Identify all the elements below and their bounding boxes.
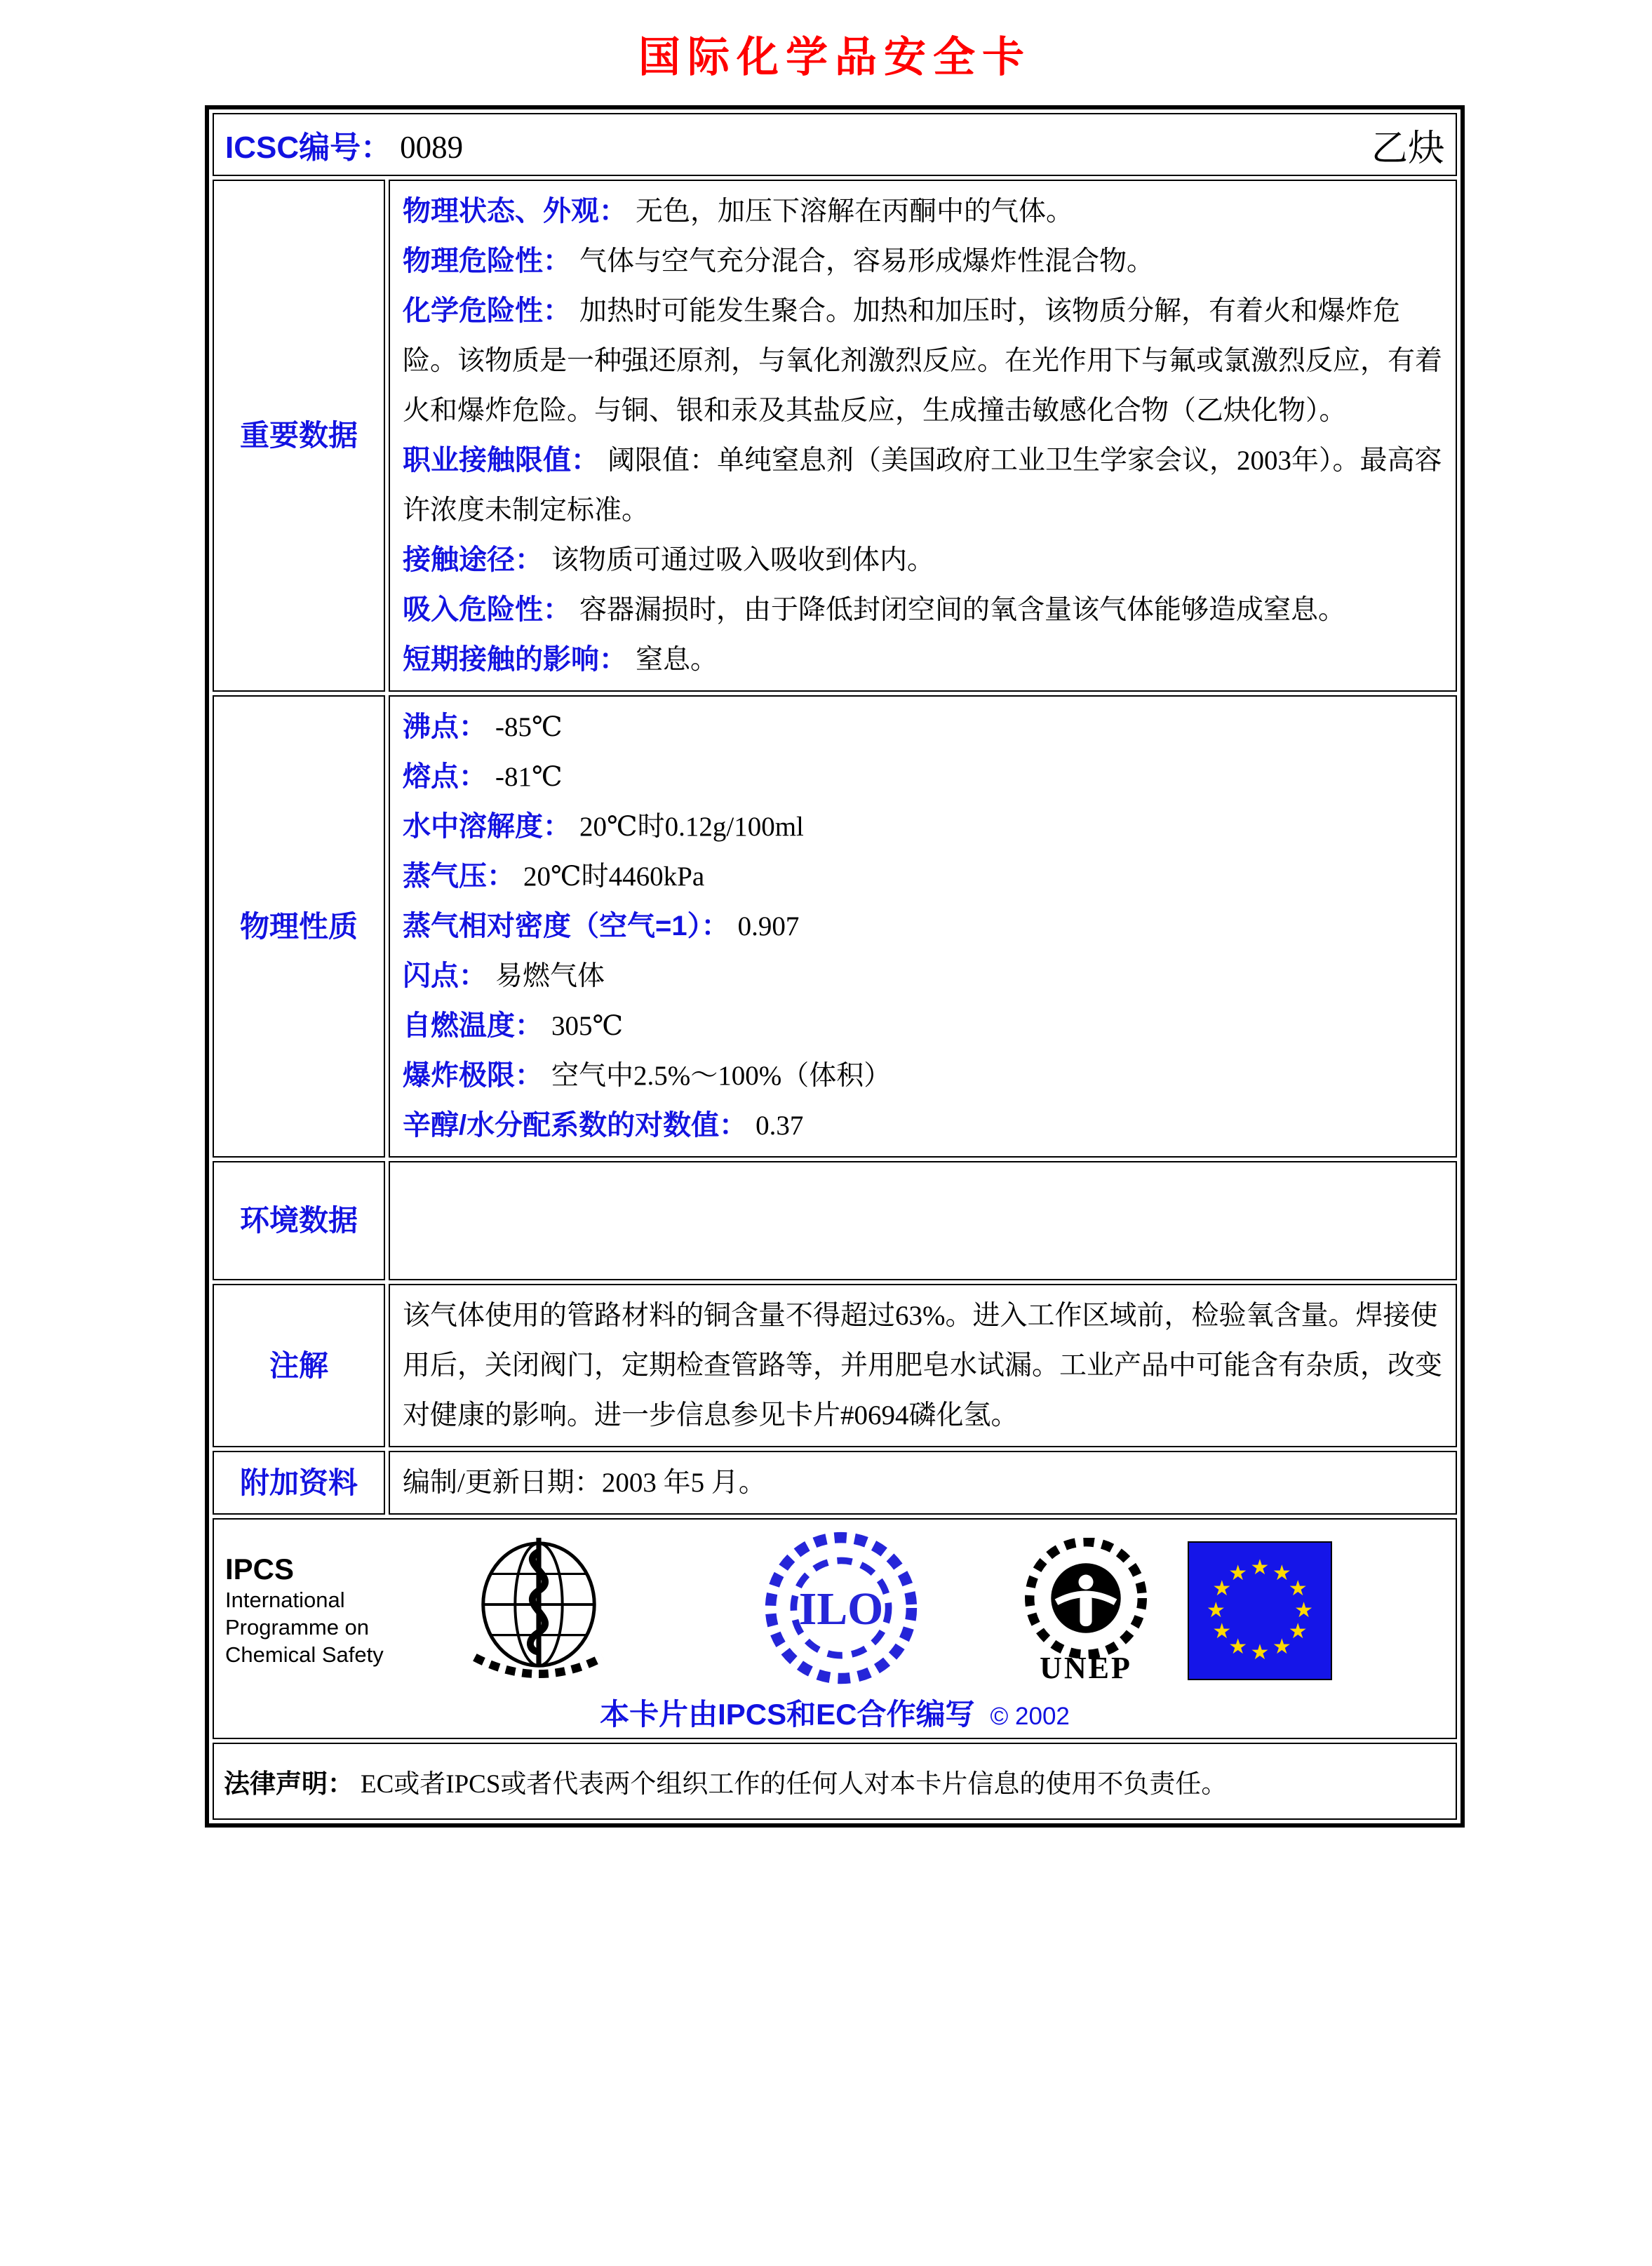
legal-row bbox=[213, 1743, 1457, 1820]
eu-star-icon: ★ bbox=[1272, 1635, 1291, 1658]
field-value: 无色，加压下溶解在丙酮中的气体。 bbox=[636, 196, 1074, 227]
logos-row bbox=[213, 1518, 1457, 1739]
section-content-physical-properties bbox=[389, 695, 1457, 1158]
ipcs-line: International bbox=[225, 1588, 345, 1612]
section-row-important-data bbox=[213, 180, 1457, 692]
eu-star-icon: ★ bbox=[1288, 1577, 1308, 1601]
field-label: 物理状态、外观： bbox=[403, 196, 627, 227]
field-value: 20℃时0.12g/100ml bbox=[579, 812, 804, 842]
field-label: 闪点： bbox=[403, 960, 487, 991]
field bbox=[403, 852, 1443, 901]
field bbox=[403, 585, 1443, 635]
section-content-additional-information bbox=[389, 1451, 1457, 1515]
field bbox=[403, 1001, 1443, 1051]
ilo-logo-text: ILO bbox=[798, 1583, 884, 1635]
field bbox=[403, 436, 1443, 535]
eu-star-icon: ★ bbox=[1288, 1619, 1308, 1643]
eu-star-icon: ★ bbox=[1228, 1635, 1248, 1658]
field-value: 20℃时4460kPa bbox=[523, 862, 705, 892]
section-content-notes bbox=[389, 1284, 1457, 1447]
field-value: 空气中2.5%～100%（体积） bbox=[551, 1061, 892, 1091]
section-row-additional-information bbox=[213, 1451, 1457, 1515]
header-row bbox=[213, 113, 1457, 176]
field-value: 容器漏损时，由于降低封闭空间的氧含量该气体能够造成窒息。 bbox=[579, 595, 1346, 625]
field-label: 物理危险性： bbox=[403, 246, 571, 276]
field-value: -85℃ bbox=[495, 712, 563, 742]
field-value: 易燃气体 bbox=[495, 961, 605, 991]
icsc-card-table bbox=[205, 105, 1465, 1828]
field-label: 蒸气压： bbox=[403, 861, 515, 892]
footer-body bbox=[213, 1518, 1457, 1820]
section-label-notes: 注解 bbox=[213, 1284, 385, 1447]
field bbox=[403, 1101, 1443, 1151]
logos-strip bbox=[225, 1525, 1444, 1691]
field bbox=[403, 236, 1443, 286]
field-value: -81℃ bbox=[495, 762, 563, 792]
sections-body bbox=[213, 180, 1457, 1515]
section-row-environmental-data bbox=[213, 1161, 1457, 1280]
field bbox=[403, 702, 1443, 752]
section-content-environmental-data bbox=[389, 1161, 1457, 1280]
header-flex bbox=[225, 119, 1444, 171]
who-logo-icon bbox=[455, 1535, 622, 1686]
header-body bbox=[213, 113, 1457, 176]
field bbox=[403, 951, 1443, 1001]
eu-star-icon: ★ bbox=[1228, 1562, 1248, 1585]
field bbox=[403, 1291, 1443, 1440]
field-label: 沸点： bbox=[403, 711, 487, 742]
field-value: 该物质可通过吸入吸收到体内。 bbox=[551, 545, 935, 575]
cooperation-caption: 本卡片由IPCS和EC合作编写 bbox=[600, 1698, 975, 1731]
section-label-physical-properties: 物理性质 bbox=[213, 695, 385, 1158]
icsc-number-value: 0089 bbox=[400, 130, 464, 165]
legal-cell bbox=[213, 1743, 1457, 1820]
section-content-important-data bbox=[389, 180, 1457, 692]
field-label: 水中溶解度： bbox=[403, 811, 571, 842]
field bbox=[403, 286, 1443, 436]
field-label: 熔点： bbox=[403, 761, 487, 792]
field-value: 气体与空气充分混合，容易形成爆炸性混合物。 bbox=[579, 246, 1155, 276]
field-label: 爆炸极限： bbox=[403, 1060, 543, 1091]
field-value: 305℃ bbox=[551, 1011, 624, 1041]
section-label-additional-information: 附加资料 bbox=[213, 1451, 385, 1515]
eu-star-icon: ★ bbox=[1250, 1640, 1270, 1664]
eu-star-icon: ★ bbox=[1212, 1577, 1232, 1601]
field bbox=[403, 1051, 1443, 1101]
field-label: 辛醇/水分配系数的对数值： bbox=[403, 1110, 748, 1141]
field-value: 窒息。 bbox=[636, 645, 718, 675]
field-label: 化学危险性： bbox=[403, 295, 571, 326]
section-row-physical-properties bbox=[213, 695, 1457, 1158]
eu-star-icon: ★ bbox=[1250, 1556, 1270, 1580]
ipcs-acronym: IPCS bbox=[225, 1553, 295, 1585]
page-title: 国际化学品安全卡 bbox=[638, 34, 1031, 81]
legal-notice-label: 法律声明： bbox=[224, 1769, 354, 1798]
field-label: 接触途径： bbox=[403, 544, 543, 575]
chemical-name: 乙炔 bbox=[1371, 128, 1444, 169]
field-label: 短期接触的影响： bbox=[403, 644, 627, 675]
field-value: 该气体使用的管路材料的铜含量不得超过63%。进入工作区域前，检验氧含量。焊接使用后，关闭阀门，定期检查管路等，并用肥皂水试漏。工业产品中可能含有杂质，改变对健康的影响。进一步信息参见卡片#0694磷化氢。 bbox=[403, 1301, 1443, 1430]
legal-notice-text: EC或者IPCS或者代表两个组织工作的任何人对本卡片信息的使用不负责任。 bbox=[361, 1770, 1228, 1799]
icsc-page bbox=[205, 24, 1465, 1828]
field-value: 加热时可能发生聚合。加热和加压时，该物质分解，有着火和爆炸危险。该物质是一种强还原剂，与氧化剂激烈反应。在光作用下与氟或氯激烈反应，有着火和爆炸危险。与铜、银和汞及其盐反应，生成撞击敏感化合物（乙炔化物）。 bbox=[403, 296, 1443, 426]
field bbox=[403, 1458, 1443, 1508]
icsc-number-group bbox=[225, 122, 463, 167]
eu-star-icon: ★ bbox=[1212, 1619, 1232, 1643]
ipcs-line: Chemical Safety bbox=[225, 1642, 384, 1667]
ilo-logo-icon bbox=[760, 1529, 922, 1691]
field bbox=[403, 752, 1443, 802]
field-value: 0.37 bbox=[756, 1111, 804, 1141]
eu-flag bbox=[1188, 1541, 1332, 1680]
ipcs-text-block bbox=[225, 1553, 436, 1668]
field bbox=[403, 535, 1443, 585]
field-value: 阈限值：单纯窒息剂（美国政府工业卫生学家会议，2003年）。最高容许浓度未制定标准。 bbox=[403, 445, 1442, 525]
section-row-notes bbox=[213, 1284, 1457, 1447]
field-label: 蒸气相对密度（空气=1）： bbox=[403, 911, 730, 941]
ipcs-line: Programme on bbox=[225, 1615, 370, 1640]
field-value: 0.907 bbox=[737, 911, 800, 941]
field-label: 吸入危险性： bbox=[403, 594, 571, 625]
eu-star-icon: ★ bbox=[1294, 1598, 1314, 1622]
copyright-text: © 2002 bbox=[990, 1703, 1070, 1730]
icsc-number-label: ICSC编号： bbox=[225, 130, 392, 165]
field bbox=[403, 187, 1443, 236]
section-label-important-data: 重要数据 bbox=[213, 180, 385, 692]
field bbox=[403, 901, 1443, 951]
field-label: 职业接触限值： bbox=[403, 445, 599, 476]
field bbox=[403, 802, 1443, 852]
eu-star-icon: ★ bbox=[1206, 1598, 1225, 1622]
field-value: 编制/更新日期：2003 年5 月。 bbox=[403, 1468, 766, 1498]
header-cell bbox=[213, 113, 1457, 176]
field-label: 自燃温度： bbox=[403, 1010, 543, 1041]
unep-logo-icon bbox=[1005, 1538, 1167, 1684]
unep-logo-text: UNEP bbox=[1040, 1650, 1132, 1685]
section-label-environmental-data: 环境数据 bbox=[213, 1161, 385, 1280]
caption-row bbox=[225, 1691, 1444, 1734]
eu-star-icon: ★ bbox=[1272, 1562, 1291, 1585]
field bbox=[403, 635, 1443, 685]
logos-cell bbox=[213, 1518, 1457, 1739]
